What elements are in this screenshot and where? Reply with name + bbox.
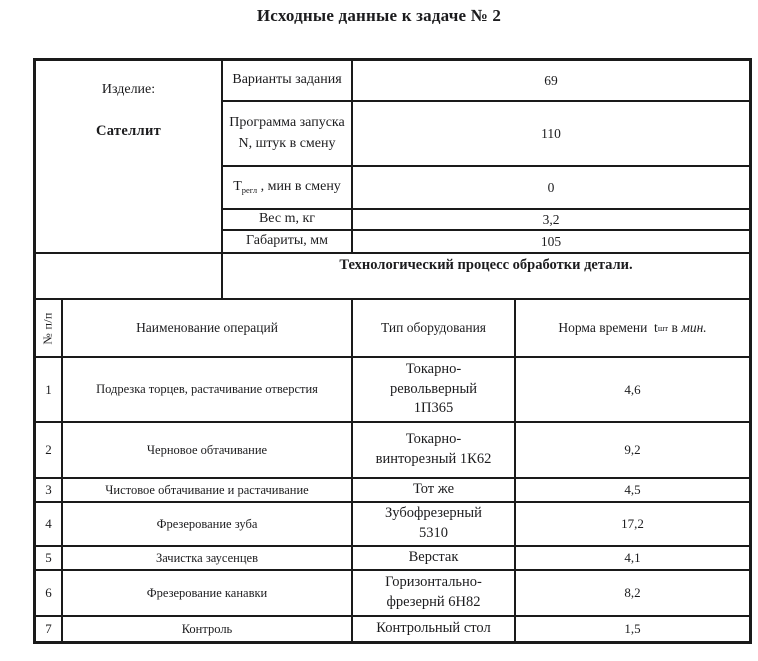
treg-subscript: регл	[241, 185, 258, 196]
product-params	[223, 61, 749, 252]
time-prefix: Норма времени t	[558, 320, 658, 335]
info-row	[223, 210, 749, 231]
product-info-section	[36, 61, 749, 254]
header-operation: Наименование операций	[63, 300, 353, 356]
info-value: 110	[541, 125, 561, 141]
process-section-title: Технологический процесс обработки детали.	[339, 257, 633, 273]
operation-cell: Черновое обтачивание	[63, 423, 353, 477]
table-row	[36, 547, 749, 571]
equipment-cell: Зубофрезерный 5310	[353, 503, 516, 545]
time-mid: в	[668, 320, 682, 335]
time-unit: мин.	[681, 320, 707, 335]
equipment-cell: Контрольный стол	[353, 617, 516, 641]
time-cell: 1,5	[624, 621, 641, 636]
empty-cell	[36, 254, 223, 298]
equipment-cell: Токарно-револьверный 1П365	[353, 358, 516, 421]
operation-cell: Подрезка торцев, растачивание отверстия	[63, 358, 353, 421]
row-number: 4	[36, 503, 63, 545]
operation-cell: Контроль	[63, 617, 353, 641]
product-cell	[36, 61, 223, 252]
operation-cell: Зачистка заусенцев	[63, 547, 353, 569]
row-number: 7	[36, 617, 63, 641]
info-label: Программа запуска N, штук в смену	[223, 102, 353, 165]
row-number: 1	[36, 358, 63, 421]
header-num-label: № п/п	[41, 311, 56, 345]
product-name: Сателлит	[95, 123, 162, 139]
time-cell: 8,2	[624, 585, 641, 600]
equipment-cell: Токарно-винторезный 1К62	[353, 423, 516, 477]
time-cell: 4,6	[624, 381, 641, 397]
process-title-row	[36, 254, 749, 300]
info-row	[223, 102, 749, 167]
time-cell: 4,5	[624, 482, 641, 497]
table-row	[36, 479, 749, 503]
row-number: 5	[36, 547, 63, 569]
equipment-cell: Тот же	[353, 479, 516, 501]
table-header-row	[36, 300, 749, 358]
info-value: 69	[544, 72, 558, 88]
info-row	[223, 61, 749, 102]
info-label: Варианты задания	[223, 61, 353, 100]
table-row	[36, 358, 749, 423]
info-label-treg	[223, 167, 353, 208]
table-row	[36, 503, 749, 547]
product-label: Изделие:	[101, 82, 156, 97]
treg-units: , мин в смену	[257, 179, 341, 195]
header-time: Норма времени t шт в мин.	[558, 320, 707, 335]
operation-cell: Чистовое обтачивание и растачивание	[63, 479, 353, 501]
treg-symbol: Т	[233, 179, 242, 195]
operation-cell: Фрезерование зуба	[63, 503, 353, 545]
header-num	[36, 300, 63, 356]
time-cell: 9,2	[624, 442, 641, 457]
equipment-cell: Верстак	[353, 547, 516, 569]
time-cell: 4,1	[624, 550, 641, 565]
table-row	[36, 617, 749, 641]
row-number: 3	[36, 479, 63, 501]
info-value: 105	[540, 233, 562, 249]
equipment-cell: Горизонтально-фрезернй 6Н82	[353, 571, 516, 615]
info-row	[223, 167, 749, 210]
info-row	[223, 231, 749, 252]
info-label: Габариты, мм	[223, 231, 353, 252]
row-number: 2	[36, 423, 63, 477]
page-title: Исходные данные к задаче № 2	[256, 6, 502, 25]
header-equipment: Тип оборудования	[353, 300, 516, 356]
info-label: Вес m, кг	[223, 210, 353, 229]
table-row	[36, 571, 749, 617]
operation-cell: Фрезерование канавки	[63, 571, 353, 615]
data-table	[33, 58, 752, 644]
info-value: 0	[547, 179, 555, 195]
time-cell: 17,2	[621, 516, 644, 531]
table-row	[36, 423, 749, 479]
info-value: 3,2	[542, 211, 560, 227]
row-number: 6	[36, 571, 63, 615]
